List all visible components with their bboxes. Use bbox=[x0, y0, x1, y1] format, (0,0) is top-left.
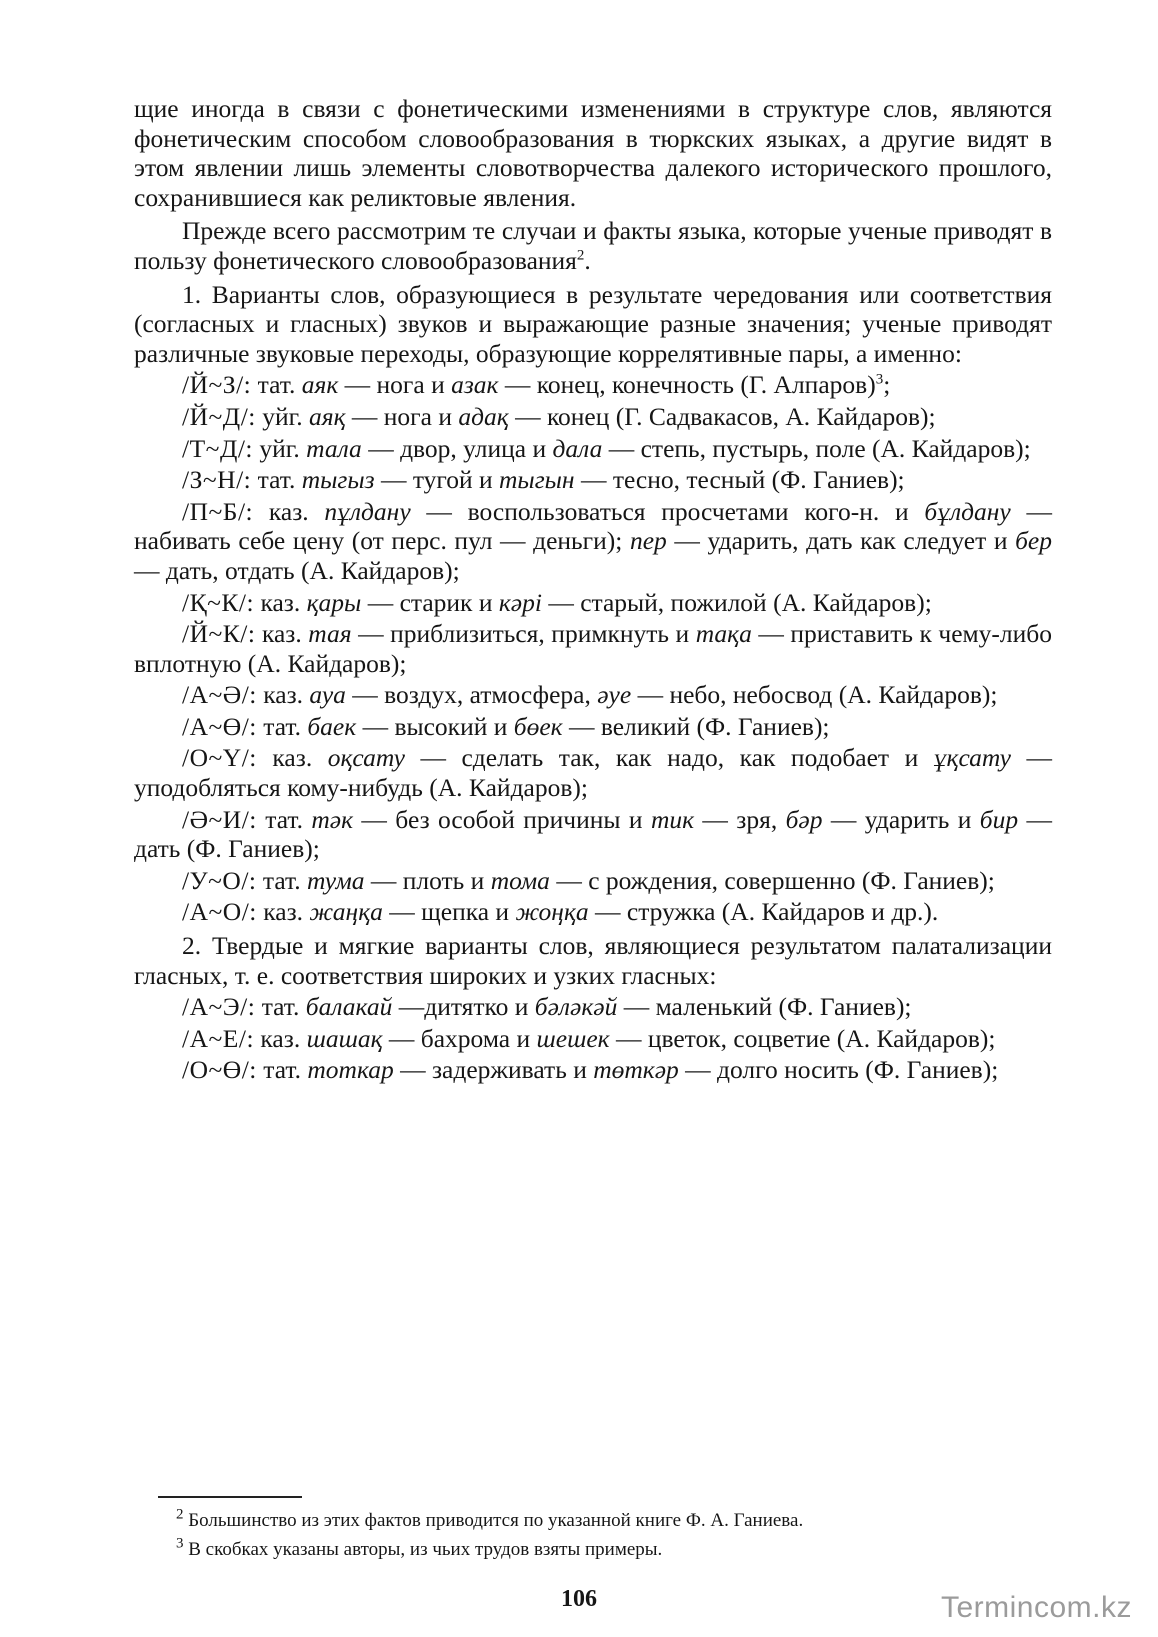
example-word: бир bbox=[979, 804, 1019, 834]
pair-label: /А~Ө/: bbox=[182, 711, 257, 741]
entry-text: тат. bbox=[251, 465, 302, 495]
example-word: тақа bbox=[695, 619, 752, 649]
entry-text: — бахрома и bbox=[382, 1023, 537, 1053]
entry-text: — плоть и bbox=[364, 865, 491, 895]
entry-text: — щепка и bbox=[382, 897, 516, 927]
entry-text: — дать, отдать (А. Кайдаров); bbox=[134, 555, 460, 585]
entry-text: уйг. bbox=[253, 433, 307, 463]
entry-text: — дать (Ф. Ганиев); bbox=[134, 804, 1053, 864]
entry-text: — двор, улица и bbox=[361, 433, 553, 463]
entry-text: — сделать так, как надо, как подобает и bbox=[404, 743, 934, 773]
example-word: әуе bbox=[597, 680, 632, 710]
pair-entry bbox=[134, 588, 1052, 618]
entry-text: тат. bbox=[256, 1055, 308, 1085]
entry-text: уйг. bbox=[255, 401, 309, 431]
entry-text: — нога и bbox=[338, 370, 452, 400]
example-word: қары bbox=[306, 587, 362, 617]
example-word: ауа bbox=[309, 680, 346, 710]
entry-text: — воздух, атмосфера, bbox=[345, 680, 598, 710]
entry-text: — старик и bbox=[361, 587, 499, 617]
entry-text: — небо, небосвод (А. Кайдаров); bbox=[631, 680, 998, 710]
paragraph-consider-end: . bbox=[584, 245, 591, 275]
pair-entry bbox=[134, 897, 1052, 927]
pair-entry bbox=[134, 1024, 1052, 1054]
page-number: 106 bbox=[561, 1586, 597, 1612]
entry-text: — цветок, соцветие (А. Кайдаров); bbox=[609, 1023, 996, 1053]
entry-text: — уподобляться кому-нибудь (А. Кайдаров); bbox=[134, 743, 1052, 803]
pair-entry bbox=[134, 992, 1052, 1022]
entry-text: — набивать себе цену (от перс. пул — деньги); bbox=[134, 496, 1052, 556]
pair-entry bbox=[134, 402, 1052, 432]
paragraph-consider bbox=[134, 216, 1052, 275]
entry-text: — нога и bbox=[345, 401, 459, 431]
entry-text: — ударить и bbox=[822, 804, 980, 834]
entry-text: тат. bbox=[256, 711, 308, 741]
example-word: тая bbox=[308, 619, 352, 649]
example-word: төткәр bbox=[593, 1055, 679, 1085]
pair-label: /А~Э/: bbox=[182, 992, 256, 1022]
example-word: тала bbox=[306, 433, 362, 463]
entry-text: — без особой причины и bbox=[353, 804, 651, 834]
pair-label: /А~О/: bbox=[182, 897, 257, 927]
pair-entry bbox=[134, 712, 1052, 742]
pair-entry bbox=[134, 743, 1052, 802]
footnote bbox=[176, 1506, 1056, 1535]
pair-entry bbox=[134, 434, 1052, 464]
watermark-logo: Termincom.kz bbox=[940, 1591, 1132, 1624]
footnote-divider bbox=[158, 1496, 302, 1498]
example-word: ұқсату bbox=[933, 743, 1011, 773]
footnote-number: 3 bbox=[176, 1535, 184, 1552]
pair-entry bbox=[134, 619, 1052, 678]
paragraph-consider-text: Прежде всего рассмотрим те случаи и факты языка, которые ученые приводят в пользу фонетического словообразования bbox=[134, 216, 1052, 275]
entry-text: — ударить, дать как следует и bbox=[666, 526, 1016, 556]
example-word: тоткар bbox=[307, 1055, 394, 1085]
pair-entry bbox=[134, 680, 1052, 710]
example-word: аяқ bbox=[308, 401, 346, 431]
entry-text: — тугой и bbox=[374, 465, 500, 495]
entry-text: каз. bbox=[255, 619, 309, 649]
entry-text: каз. bbox=[253, 496, 325, 526]
pair-label: /Й~Д/: bbox=[182, 401, 256, 431]
example-word: пер bbox=[629, 526, 667, 556]
example-word: бөек bbox=[513, 711, 563, 741]
palatalization-pairs-list bbox=[134, 992, 1052, 1085]
example-word: жоңқа bbox=[515, 897, 589, 927]
example-word: тыгын bbox=[499, 465, 575, 495]
example-word: азак bbox=[451, 370, 499, 400]
entry-text: — маленький (Ф. Ганиев); bbox=[617, 992, 912, 1022]
entry-text: — конец, конечность (Г. Алпаров) bbox=[498, 370, 876, 400]
example-word: пұлдану bbox=[324, 496, 411, 526]
entry-text: каз. bbox=[254, 1023, 307, 1053]
example-word: шешек bbox=[536, 1023, 610, 1053]
footnote-ref-2[interactable]: 2 bbox=[576, 247, 585, 264]
entry-text: тат. bbox=[256, 804, 312, 834]
example-word: дала bbox=[552, 433, 603, 463]
entry-text: — воспользоваться просчетами кого-н. и bbox=[410, 496, 925, 526]
entry-text: — зря, bbox=[694, 804, 786, 834]
entry-text: — степь, пустырь, поле (А. Кайдаров); bbox=[602, 433, 1031, 463]
example-word: бер bbox=[1015, 526, 1052, 556]
pair-label: /О~Ө/: bbox=[182, 1055, 257, 1085]
example-word: оқсату bbox=[327, 743, 405, 773]
entry-text: каз. bbox=[256, 680, 310, 710]
example-word: аяк bbox=[301, 370, 339, 400]
entry-text: каз. bbox=[256, 897, 310, 927]
entry-text: — тесно, тесный (Ф. Ганиев); bbox=[574, 465, 905, 495]
pair-label: /Й~З/: bbox=[182, 370, 252, 400]
example-word: кәрі bbox=[498, 587, 542, 617]
example-word: тәк bbox=[311, 804, 354, 834]
pair-label: /О~Ү/: bbox=[182, 743, 257, 773]
pair-entry bbox=[134, 866, 1052, 896]
pair-entry bbox=[134, 370, 1052, 400]
footnote-text: В скобках указаны авторы, из чьих трудов взяты примеры. bbox=[183, 1539, 663, 1560]
example-word: балакай bbox=[305, 992, 393, 1022]
entry-text: — приблизиться, примкнуть и bbox=[351, 619, 696, 649]
example-word: тома bbox=[490, 865, 550, 895]
example-word: бәр bbox=[785, 804, 823, 834]
entry-text: тат. bbox=[256, 865, 307, 895]
example-word: тыгыз bbox=[301, 465, 375, 495]
example-word: бұлдану bbox=[924, 496, 1011, 526]
pair-label: /Ә~И/: bbox=[182, 804, 257, 834]
footnote-text: Большинство из этих фактов приводится по указанной книге Ф. А. Ганиева. bbox=[183, 1510, 804, 1531]
pair-entry bbox=[134, 465, 1052, 495]
entry-text: — великий (Ф. Ганиев); bbox=[562, 711, 830, 741]
page-body bbox=[134, 94, 1052, 1085]
entry-text: тат. bbox=[251, 370, 302, 400]
entry-text: ; bbox=[883, 370, 891, 400]
example-word: бәләкәй bbox=[534, 992, 618, 1022]
entry-text: — стружка (А. Кайдаров и др.). bbox=[588, 897, 939, 927]
entry-text: — с рождения, совершенно (Ф. Ганиев); bbox=[549, 865, 995, 895]
example-word: адақ bbox=[458, 401, 509, 431]
pair-entry bbox=[134, 1055, 1052, 1085]
paragraph-point-2: 2. Твердые и мягкие варианты слов, являющиеся результатом палатализации гласных, т. е. соответствия широких и узких гласных: bbox=[134, 931, 1052, 990]
example-word: жаңқа bbox=[309, 897, 383, 927]
paragraph-point-1: 1. Варианты слов, образующиеся в результате чередования или соответствия (согласных и гласных) звуков и выражающие разные значения; ученые приводят различные звуковые переходы, образующие коррелятивные пары, а именно: bbox=[134, 279, 1052, 368]
entry-text: — долго носить (Ф. Ганиев); bbox=[678, 1055, 999, 1085]
pair-entry bbox=[134, 805, 1052, 864]
entry-text: —дитятко и bbox=[392, 992, 535, 1022]
example-word: шашақ bbox=[306, 1023, 383, 1053]
pair-label: /Й~К/: bbox=[182, 619, 256, 649]
example-word: тума bbox=[307, 865, 365, 895]
pair-label: /А~Е/: bbox=[182, 1023, 255, 1053]
pair-label: /У~О/: bbox=[182, 865, 257, 895]
pair-label: /А~Ә/: bbox=[182, 680, 257, 710]
pair-label: /З~Н/: bbox=[182, 465, 252, 495]
footnote-ref: 3 bbox=[875, 371, 884, 388]
entry-text: — старый, пожилой (А. Кайдаров); bbox=[541, 587, 932, 617]
pair-entry bbox=[134, 497, 1052, 586]
footnote-number: 2 bbox=[176, 1506, 184, 1523]
pair-label: /Т~Д/: bbox=[182, 433, 254, 463]
entry-text: каз. bbox=[254, 587, 307, 617]
entry-text: каз. bbox=[256, 743, 328, 773]
example-word: баек bbox=[307, 711, 357, 741]
paragraph-intro: щие иногда в связи с фонетическими изменениями в структуре слов, являются фонетическим способом словообразования в тюркских языках, а другие видят в этом явлении лишь элементы словотворчества далекого исторического прошлого, сохранившиеся как реликтовые явления. bbox=[134, 94, 1052, 212]
entry-text: — приставить к чему-либо вплотную (А. Кайдаров); bbox=[134, 619, 1052, 678]
footnote bbox=[176, 1535, 1056, 1564]
entry-text: тат. bbox=[255, 992, 306, 1022]
correlative-pairs-list bbox=[134, 370, 1052, 927]
footnotes bbox=[176, 1506, 1056, 1564]
entry-text: — задерживать и bbox=[393, 1055, 594, 1085]
pair-label: /Қ~К/: bbox=[182, 587, 255, 617]
pair-label: /П~Б/: bbox=[182, 496, 254, 526]
example-word: тик bbox=[650, 804, 695, 834]
entry-text: — конец (Г. Садвакасов, А. Кайдаров); bbox=[508, 401, 936, 431]
entry-text: — высокий и bbox=[356, 711, 514, 741]
